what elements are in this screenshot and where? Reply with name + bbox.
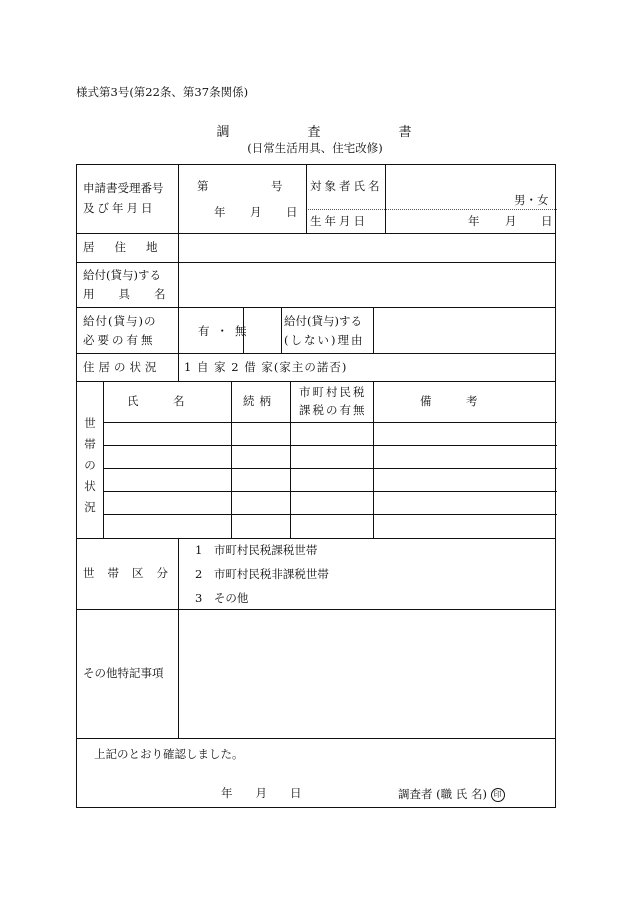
- household-column-line: [231, 381, 232, 538]
- equipment-label-name: 用具名: [83, 287, 190, 301]
- housing-options: 1 自 家 2 借 家(家主の諾否): [184, 360, 348, 374]
- household-column-line: [373, 381, 374, 538]
- investigator-label: [398, 788, 505, 802]
- necessity-options: 有・無: [198, 324, 254, 338]
- title-char: 調: [216, 125, 232, 140]
- row-divider: [77, 233, 555, 234]
- category-label: 世帯区分: [83, 566, 181, 580]
- inspection-form: [76, 164, 556, 808]
- reason-label-sub: (しない)理由: [284, 333, 365, 347]
- necessity-label-sub: 必要の有無: [83, 333, 156, 347]
- form-number: 様式第3号(第22条、第37条関係): [76, 85, 249, 99]
- side-char: 況: [84, 500, 96, 514]
- dotted-divider: [306, 209, 557, 210]
- number-suffix: 号: [271, 179, 283, 193]
- row-divider: [77, 538, 555, 539]
- column-tax-header-sub: 課税の有無: [299, 403, 367, 417]
- side-char: 状: [84, 479, 96, 493]
- side-char: 世: [84, 416, 96, 430]
- row-divider: [77, 738, 555, 739]
- receipt-number-label: [83, 183, 173, 195]
- household-side-label: [83, 413, 97, 518]
- household-column-line: [290, 381, 291, 538]
- household-row-line: [103, 422, 557, 423]
- category-option: 3 その他: [195, 591, 249, 605]
- receipt-month: 月: [250, 205, 262, 219]
- category-option: 1 市町村民税課税世帯: [195, 543, 318, 557]
- row-divider: [77, 307, 555, 308]
- receipt-year: 年: [214, 205, 226, 219]
- title-char: 査: [307, 125, 323, 140]
- household-row-line: [103, 445, 557, 446]
- investigator-text: 調査者 (職 氏 名): [398, 787, 487, 801]
- birth-month: 月: [505, 214, 517, 228]
- housing-label: 住居の状況: [83, 360, 161, 374]
- confirmation-text: 上記のとおり確認しました。: [94, 747, 244, 761]
- residence-label: 居住地: [83, 240, 178, 254]
- side-char: の: [84, 458, 96, 472]
- label-column-line: [178, 165, 179, 381]
- equipment-label: 給付(貸与)する: [83, 268, 161, 282]
- notes-label: その他特記事項: [83, 666, 164, 680]
- document-subtitle: (日常生活用具、住宅改修): [247, 141, 383, 155]
- receipt-day: 日: [286, 205, 298, 219]
- row-divider: [77, 609, 555, 610]
- document-title: [0, 121, 630, 140]
- household-side-line: [103, 381, 104, 538]
- gender-options: 男・女: [514, 193, 549, 207]
- column-remarks-header: 備 考: [420, 394, 478, 408]
- title-char: 書: [398, 125, 414, 140]
- row-divider: [77, 262, 555, 263]
- birth-year: 年: [468, 214, 480, 228]
- household-row-line: [103, 491, 557, 492]
- column-relation-header: 続柄: [243, 394, 276, 408]
- necessity-label: 給付(貸与)の: [83, 314, 157, 328]
- column-line: [306, 165, 307, 233]
- seal-icon: 印: [491, 788, 505, 802]
- side-char: 帯: [84, 437, 96, 451]
- category-option: 2 市町村民税非課税世帯: [195, 567, 329, 581]
- household-row-line: [103, 514, 557, 515]
- birth-day: 日: [541, 214, 553, 228]
- reason-label: 給付(貸与)する: [284, 314, 362, 328]
- column-tax-header: 市町村民税: [299, 385, 367, 399]
- column-line: [373, 307, 374, 353]
- confirmation-date: 年 月 日: [221, 786, 302, 800]
- number-prefix: 第: [197, 179, 209, 193]
- household-row-line: [103, 468, 557, 469]
- row-divider: [77, 381, 555, 382]
- label-text: 申請書受理番号: [83, 181, 164, 195]
- row-divider: [77, 353, 555, 354]
- subject-name-label: 対象者氏名: [310, 179, 383, 193]
- column-line: [385, 165, 386, 233]
- birth-date-label: 生年月日: [310, 214, 368, 228]
- column-line: [281, 307, 282, 353]
- receipt-date-label: 及び年月日: [83, 201, 156, 215]
- column-name-header: 氏 名: [127, 394, 185, 408]
